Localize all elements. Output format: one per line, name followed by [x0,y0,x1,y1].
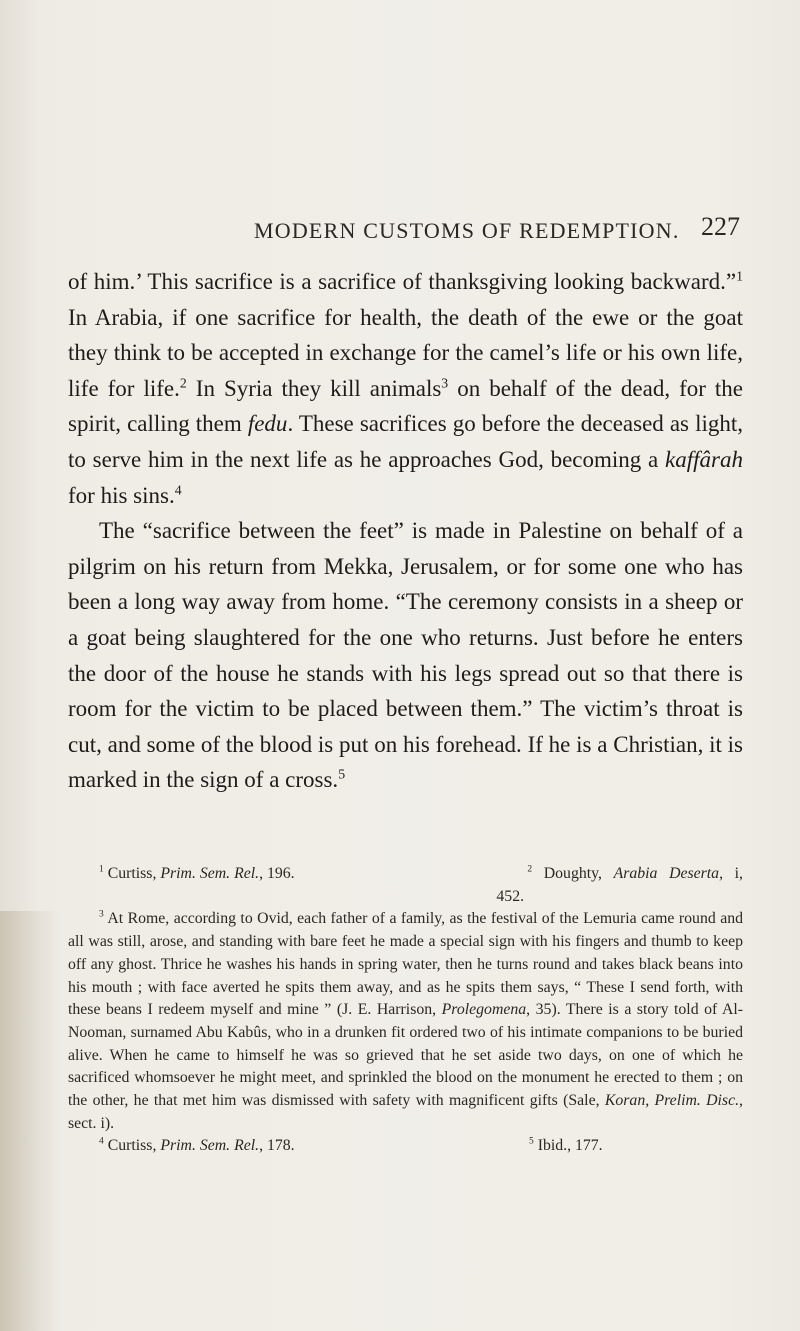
italic-term: fedu [247,411,288,437]
footnote-1: $^1$ Curtiss, Prim. Sem. Rel., 196. [99,864,295,882]
footnote-ref-2: 2 [179,375,187,391]
footnote-2: $^2$ Doughty, Arabia Deserta, i, 452. [496,864,743,905]
footnote-ref-1: 1 [736,268,743,284]
footnotes [68,863,743,1158]
page-header [0,212,800,248]
body-text [68,264,743,798]
footnote-row-4-5 [68,1135,743,1158]
footnote-4: $^4$ Curtiss, Prim. Sem. Rel., 178. [99,1137,295,1155]
footnote-row-1-2 [68,863,743,908]
italic-term: kaffârah [665,446,743,472]
page-number: 227 [701,212,740,241]
footnote-ref-4: 4 [174,481,182,497]
footnote-ref-3: 3 [441,375,449,391]
footnote-5: $^5$ Ibid., 177. [529,1137,603,1155]
page-stain [0,911,60,1331]
paragraph-1: of him.’ This sacrifice is a sacrifice of thanksgiving looking backward.”$^1$ In Arabia, if one sacrifice for health, the death of the ewe or the goat they think to be accepted in exchange for the camel’s life or his own life, life for life.$^2$ In Syria they kill animals$^3$ on behalf of the dead, for the spirit, calling them fedu. These sacrifices go before the deceased as light, to serve him in the next life as he approaches God, becoming a kaffârah for his sins.$^4$ [68,268,744,508]
footnote-3: $^3$ At Rome, according to Ovid, each father of a family, as the festival of the Lemuria came round and all was still, arose, and standing with bare feet he made a special sign with his fingers and thumb to keep off any ghost. Thrice he washes his hands in spring water, then he turns round and takes black beans into his mouth ; with face averted he spits them away, and as he spits them says, “ These I send forth, with these beans I redeem myself and mine ” (J. E. Harrison, Prolegomena, 35). There is a story told of Al-Nooman, surnamed Abu Kabûs, who in a drunken fit ordered two of his intimate companions to be buried alive. When he came to himself he was so grieved that he set aside two days, on one of which he sacrificed whomsoever he might meet, and sprinkled the blood on the monument he erected to them ; on the other, he that met him was dismissed with safety with magnificent gifts (Sale, Koran, Prelim. Disc., sect. i). [68,910,744,1132]
paragraph-2: The “sacrifice between the feet” is made in Palestine on behalf of a pilgrim on his return from Mekka, Jerusalem, or for some one who has been a long way away from home. “The ceremony consists in a sheep or a goat being slaughtered for the one who returns. Just before he enters the door of the house he stands with his legs spread out so that there is room for the victim to be placed between them.” The victim’s throat is cut, and some of the blood is put on his forehead. If he is a Christian, it is marked in the sign of a cross.$^5$ [68,518,743,793]
running-head: MODERN CUSTOMS OF REDEMPTION. [254,218,680,243]
footnote-ref-5: 5 [338,766,346,782]
